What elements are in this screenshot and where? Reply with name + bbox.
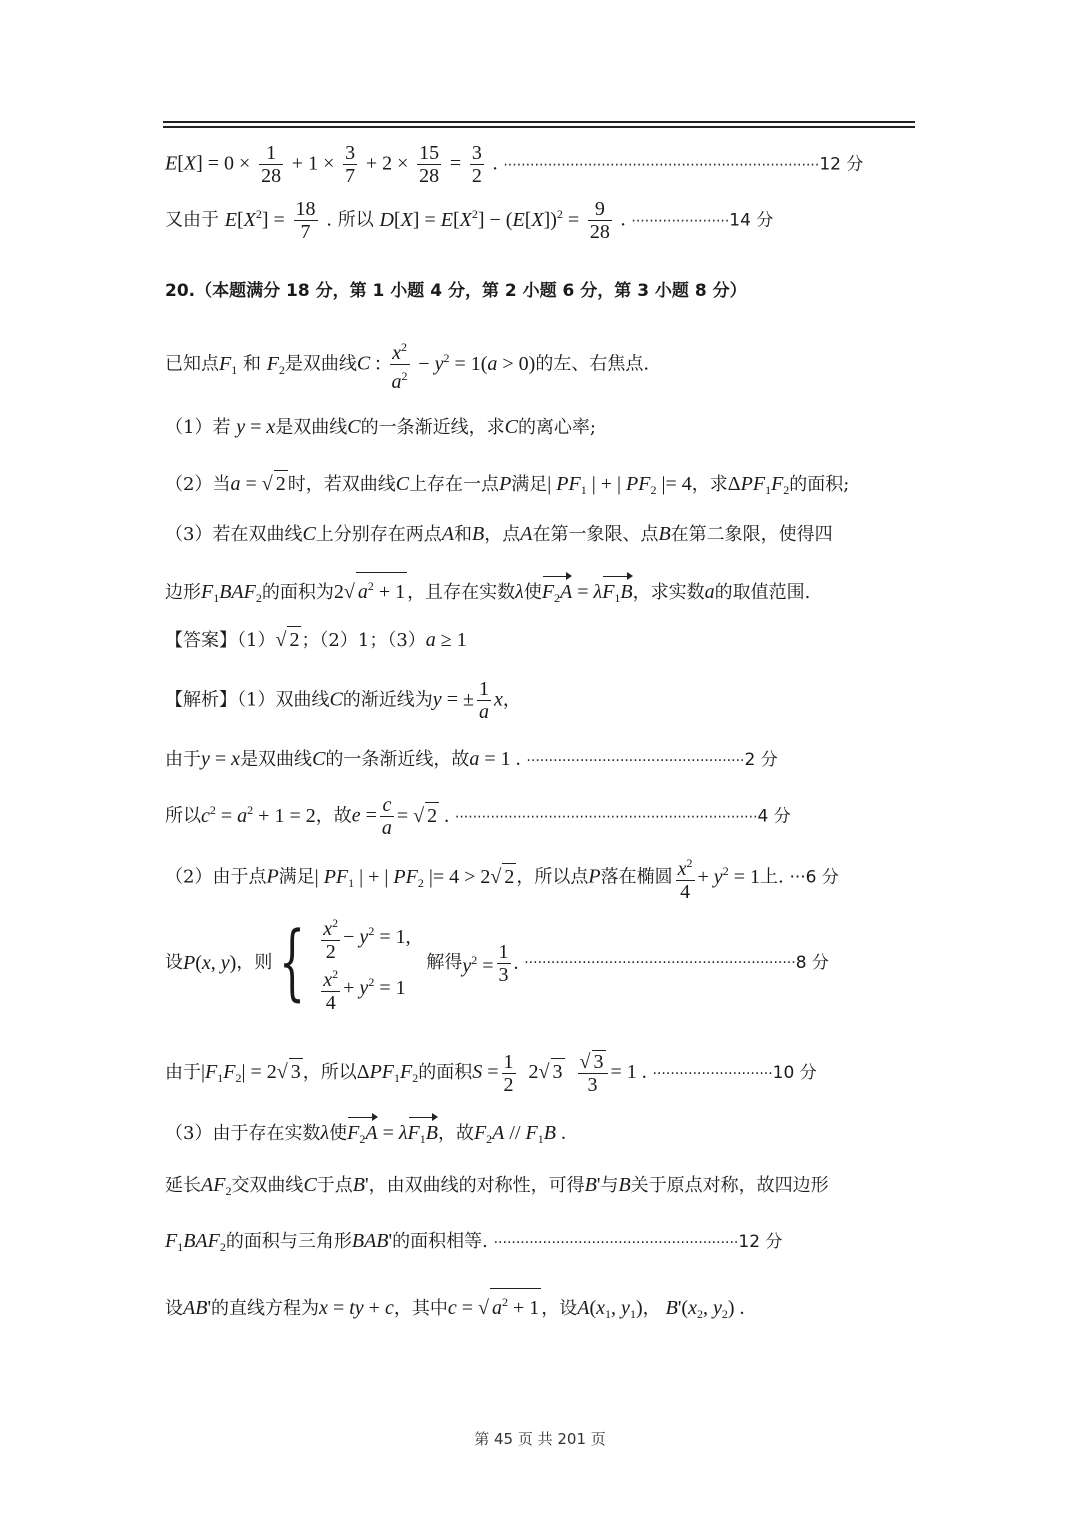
solution-line-6: 由于$|F_1F_2| = 2√$ 3 ，所以$\Delta PF_1F_2$的面积S = $\frac{1}{2}$ 2√ 3 $\frac{√ 3}{3}$ = 1 . ···························10 分 [165,1050,817,1096]
text: . 所以 [326,209,374,231]
text: 边形 [165,582,201,603]
score: 10 分 [772,1063,817,1083]
text: 交双曲线 [231,1175,304,1196]
solution-line-1: 【解析】（1）双曲线C的渐近线为y = ± $\frac{1}{a}$ x， [165,678,521,723]
dots: ······································································· [503,157,820,174]
dots: ··························· [652,1066,773,1082]
text: ，设 [541,1298,578,1319]
text: ，所以 [302,1062,357,1083]
text: 的面积与三角形 [225,1231,352,1252]
score: 4 分 [757,806,791,827]
text: 的面积相等. [392,1231,488,1252]
dots: ······················································· [493,1235,739,1251]
text: ，点 [484,524,521,545]
text: ，则 [236,952,273,973]
text: 已知点 [165,353,219,375]
score: 8 分 [795,953,829,973]
solution-line-9: $F_1BAF_2$的面积与三角形BAB'的面积相等. ·······················································12 分 [165,1230,783,1254]
score: ···6 分 [789,867,839,888]
text: ，且存在实数 [407,582,516,603]
text: 设 [165,952,183,973]
text: （1） [237,630,276,651]
text: ，由双曲线的对称性，可得 [368,1175,585,1196]
sub-question-3: （3）若在双曲线C上分别存在两点A和B，点A在第一象限、点B在第二象限，使得四 [165,523,833,545]
sub-question-1: （1）若 y = x是双曲线C的一条渐近线，求C的离心率; [165,416,597,438]
text: 的面积为 [261,582,334,603]
sub-question-3-cont: 边形$F_1BAF_2$的面积为2√ $a^2 + 1$ ，且存在实数λ使$F_2A = \lambda F_1B$，求实数a的取值范围. [165,572,810,611]
solution-line-4: （2）由于点P满足| $PF_1$ | + | $PF_2$ |= 4 > 2√ 2 ，所以点P落在椭圆 $\frac{x^2}{4}$ + $y^2 = 1$上. ···6 分 [165,852,839,903]
text: ，求实数 [632,582,705,603]
text: 满足 [278,866,315,888]
text: 使 [523,582,542,603]
solution-line-2: 由于y = x是双曲线C的一条渐近线，故a = 1 . ·················································2 分 [165,748,778,770]
page-footer: 第 45 页 共 201 页 [474,1430,606,1448]
text: 于点 [316,1175,353,1196]
dots: ···································································· [454,809,758,826]
text: 解得 [426,952,463,973]
text: （1）双曲线 [237,689,330,711]
score: 12 分 [819,154,864,175]
text: 的面积; [789,474,850,495]
text: 时，若双曲线 [287,474,396,495]
score: 14 分 [729,210,774,231]
text: 的左、右焦点. [535,353,650,375]
text: 和 [242,353,261,375]
question-intro: 已知点$F_1$ 和 $F_2$是双曲线C : $\frac{x^2}{a^2}$ − $y^2 = 1(a > 0)$的左、右焦点. [165,336,649,393]
header-rule-bottom [163,126,915,128]
text: （2）由于点 [165,866,267,888]
text: 的一条渐近线，求 [360,417,505,438]
score: 2 分 [744,750,778,770]
answer-label: 【答案】 [165,630,237,651]
text: （2）当 [165,474,231,495]
text: ；（2）1；（3） [301,630,426,651]
expectation-line: E[X] = 0 × $\frac{1}{28}$ + 1 × $\frac{3}{7}$ + 2 × $\frac{15}{28}$ = $\frac{3}{2}$ . ·······································································12 分 [165,142,864,187]
text: 使 [329,1123,348,1144]
text: 由于 [165,749,201,770]
text: 是双曲线 [240,749,313,770]
header-rule-top [163,121,915,123]
text: 上. [759,866,784,888]
text: 的取值范围. [714,582,811,603]
text: ， [642,1298,661,1319]
variance-line: 又由于 $E[X^2]$ = $\frac{18}{7}$ . 所以 $D[X] = E[X^2] - (E[X])^2$ = $\frac{9}{28}$ . ······················14 分 [165,198,774,243]
solution-line-8: 延长$AF_2$交双曲线C于点B'，由双曲线的对称性，可得B'与B关于原点对称，故四边形 [165,1174,829,1198]
text: 由于 [165,1062,201,1083]
text: （3）若在双曲线 [165,524,303,545]
dots: ····························································· [524,955,796,971]
text: 上分别存在两点 [315,524,442,545]
solution-line-10: 设AB'的直线方程为x = ty + c，其中c = √ $a^2 + 1$ ，设$A(x_1$, $y_1$)， $B'(x_2$, $y_2$) . [165,1288,745,1327]
solution-line-3: 所以$c^2 = a^2 + 1 = 2$，故e = $\frac{c}{a}$ = √ 2 . ····································································4 分 [165,794,791,839]
text: 延长 [165,1175,201,1196]
text: ，故 [437,1123,474,1144]
solution-label: 【解析】 [165,689,237,711]
text: 的离心率; [517,417,597,438]
text: 上存在一点 [409,474,500,495]
question-header: 20.（本题满分 18 分，第 1 小题 4 分，第 2 小题 6 分，第 3 小题 8 分） [165,281,747,301]
text: 的一条渐近线，故 [325,749,470,770]
text: 的面积 [418,1062,473,1083]
text: （1）若 [165,417,231,438]
text: 的直线方程为 [211,1298,320,1319]
brace: { [279,915,306,1010]
text: 在第一象限、点 [532,524,659,545]
text: 所以 [165,805,201,827]
text: ，求 [691,474,728,495]
text: 设 [165,1298,183,1319]
text: 落在椭圆 [600,866,673,888]
dots: ················································· [526,753,745,769]
answer-line: 【答案】（1）√ 2 ；（2）1；（3）a ≥ 1 [165,626,467,654]
text: ，故 [315,805,352,827]
text: 在第二象限，使得四 [670,524,833,545]
text: ，所以点 [516,866,589,888]
dots: ······················ [631,213,730,230]
text: （3）由于存在实数 [165,1123,321,1144]
solution-line-5: 设P(x, y)，则{ $\frac{x^2}{2}$ − $y^2 = 1$, $\frac{x^2}{4}$ + $y^2 = 1$ 解得$y^2$ = $\frac{1}{3}$ . ·····························································8 分 [165,912,829,1014]
text: 满足 [511,474,548,495]
text: 是双曲线 [275,417,348,438]
text: ，其中 [393,1298,448,1319]
text: 与 [600,1175,619,1196]
solution-line-7: （3）由于存在实数λ使$F_2A = \lambda F_1B$，故$F_2A // F_1B$ . [165,1116,566,1152]
text: 关于原点对称，故四边形 [630,1175,829,1196]
sub-question-2: （2）当a = √ 2 时，若双曲线C上存在一点P满足| $PF_1$ | + | $PF_2$ |= 4，求$\Delta PF_1F_2$的面积; [165,470,849,503]
text: 是双曲线 [284,353,357,375]
equation-system: $\frac{x^2}{2}$ − $y^2 = 1$, $\frac{x^2}{4}$ + $y^2 = 1$ [318,912,410,1014]
text: 和 [454,524,473,545]
text: 的渐近线为 [342,689,433,711]
score: 12 分 [738,1232,783,1252]
text: 又由于 [165,209,219,231]
